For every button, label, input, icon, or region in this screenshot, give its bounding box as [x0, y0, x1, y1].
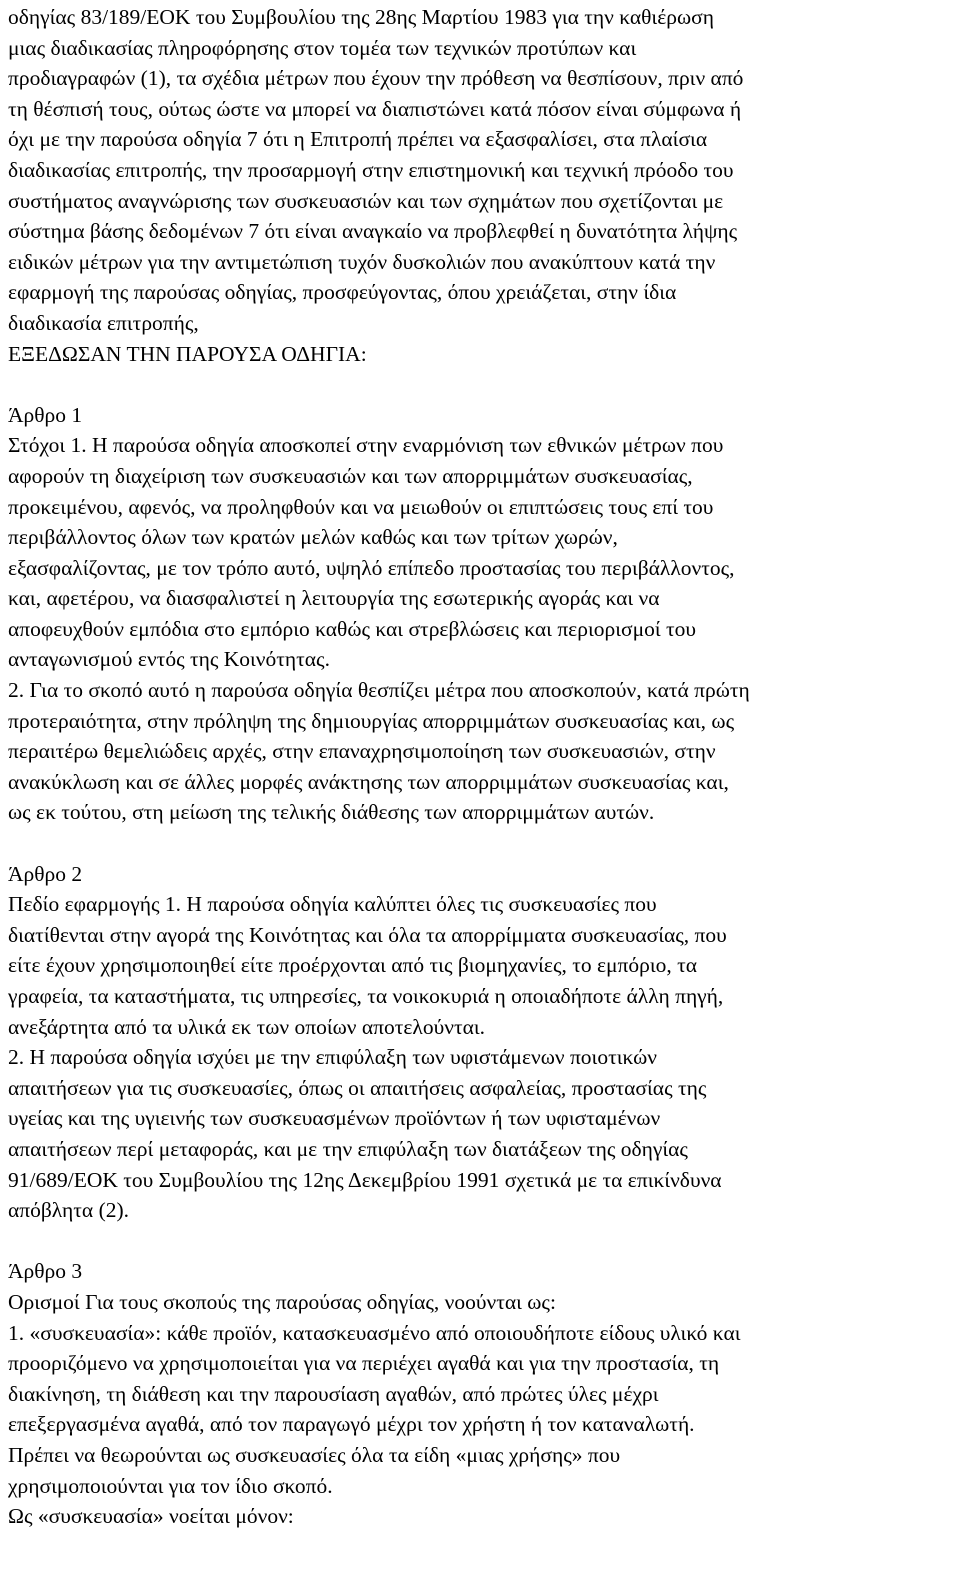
- text-line: ως εκ τούτου, στη μείωση της τελικής διάθεσης των απορριμμάτων αυτών.: [8, 800, 655, 825]
- article-heading: Άρθρο 3: [8, 1259, 83, 1284]
- text-line: απαιτήσεων για τις συσκευασίες, όπως οι απαιτήσεις ασφαλείας, προστασίας της: [8, 1075, 707, 1100]
- text-line: Πεδίο εφαρμογής 1. Η παρούσα οδηγία καλύπτει όλες τις συσκευασίες που: [8, 892, 657, 917]
- article-heading: Άρθρο 2: [8, 861, 83, 886]
- text-line: απαιτήσεων περί μεταφοράς, και με την επιφύλαξη των διατάξεων της οδηγίας: [8, 1136, 688, 1161]
- text-line: περαιτέρω θεμελιώδεις αρχές, στην επαναχρησιμοποίηση των συσκευασιών, στην: [8, 739, 716, 764]
- text-line: συστήματος αναγνώρισης των συσκευασιών και των σχημάτων που σχετίζονται με: [8, 188, 724, 213]
- text-line: υγείας και της υγιεινής των συσκευασμένων προϊόντων ή των υφισταμένων: [8, 1106, 661, 1131]
- paragraph-gap: [8, 1226, 950, 1257]
- text-line: επεξεργασμένα αγαθά, από τον παραγωγό μέχρι τον χρήστη ή τον καταναλωτή.: [8, 1412, 695, 1437]
- text-line: Ως «συσκευασία» νοείται μόνον:: [8, 1504, 294, 1529]
- text-line: διατίθενται στην αγορά της Κοινότητας και όλα τα απορρίμματα συσκευασίας, που: [8, 922, 727, 947]
- text-line: 2. Για το σκοπό αυτό η παρούσα οδηγία θεσπίζει μέτρα που αποσκοπούν, κατά πρώτη: [8, 678, 750, 703]
- text-line: αφορούν τη διαχείριση των συσκευασιών και των απορριμμάτων συσκευασίας,: [8, 463, 693, 488]
- text-line: γραφεία, τα καταστήματα, τις υπηρεσίες, τα νοικοκυριά η οποιαδήποτε άλλη πηγή,: [8, 984, 724, 1008]
- paragraph-gap: [8, 369, 950, 400]
- text-line: διαδικασίας επιτροπής, την προσαρμογή στην επιστημονική και τεχνική πρόοδο του: [8, 157, 734, 182]
- text-line: απόβλητα (2).: [8, 1198, 130, 1223]
- text-line: είτε έχουν χρησιμοποιηθεί είτε προέρχονται από τις βιομηχανίες, το εμπόριο, τα: [8, 953, 698, 978]
- text-line: όχι με την παρούσα οδηγία 7 ότι η Επιτροπή πρέπει να εξασφαλίσει, στα πλαίσια: [8, 127, 708, 152]
- text-line: διαδικασία επιτροπής,: [8, 310, 199, 335]
- enactment-formula: ΕΞΕΔΩΣΑΝ ΤΗΝ ΠΑΡΟΥΣΑ ΟΔΗΓΙΑ:: [8, 341, 367, 366]
- text-line: προτεραιότητα, στην πρόληψη της δημιουργίας απορριμμάτων συσκευασίας και, ως: [8, 708, 735, 733]
- text-line: αποφευχθούν εμπόδια στο εμπόριο καθώς και στρεβλώσεις και περιορισμοί του: [8, 616, 697, 641]
- text-line: Ορισμοί Για τους σκοπούς της παρούσας οδηγίας, νοούνται ως:: [8, 1289, 556, 1314]
- text-line: εφαρμογή της παρούσας οδηγίας, προσφεύγοντας, όπου χρειάζεται, στην ίδια: [8, 280, 677, 305]
- text-line: Στόχοι 1. Η παρούσα οδηγία αποσκοπεί στην εναρμόνιση των εθνικών μέτρων που: [8, 433, 724, 458]
- preamble: [8, 2, 950, 369]
- paragraph-gap: [8, 828, 950, 859]
- article-2: [8, 859, 950, 1226]
- text-line: μιας διαδικασίας πληροφόρησης στον τομέα των τεχνικών προτύπων και: [8, 35, 637, 60]
- text-line: Πρέπει να θεωρούνται ως συσκευασίες όλα τα είδη «μιας χρήσης» που: [8, 1442, 621, 1467]
- text-line: εξασφαλίζοντας, με τον τρόπο αυτό, υψηλό επίπεδο προστασίας του περιβάλλοντος,: [8, 555, 735, 580]
- text-line: ειδικών μέτρων για την αντιμετώπιση τυχόν δυσκολιών που ανακύπτουν κατά την: [8, 249, 716, 274]
- text-line: και, αφετέρου, να διασφαλιστεί η λειτουργία της εσωτερικής αγοράς και να: [8, 586, 660, 611]
- text-line: ανταγωνισμού εντός της Κοινότητας.: [8, 647, 330, 672]
- text-line: χρησιμοποιούνται για τον ίδιο σκοπό.: [8, 1473, 333, 1498]
- text-line: 91/689/ΕΟΚ του Συμβουλίου της 12ης Δεκεμβρίου 1991 σχετικά με τα επικίνδυνα: [8, 1167, 722, 1192]
- text-line: περιβάλλοντος όλων των κρατών μελών καθώς και των τρίτων χωρών,: [8, 525, 618, 550]
- text-line: προδιαγραφών (1), τα σχέδια μέτρων που έχουν την πρόθεση να θεσπίσουν, πριν από: [8, 66, 744, 91]
- text-line: 1. «συσκευασία»: κάθε προϊόν, κατασκευασμένο από οποιουδήποτε είδους υλικό και: [8, 1320, 741, 1345]
- article-3: [8, 1256, 950, 1531]
- text-line: τη θέσπισή τους, ούτως ώστε να μπορεί να διαπιστώνει κατά πόσον είναι σύμφωνα ή: [8, 96, 742, 121]
- article-1: [8, 400, 950, 828]
- text-line: προοριζόμενο να χρησιμοποιείται για να περιέχει αγαθά και για την προστασία, τη: [8, 1351, 720, 1376]
- text-line: προκειμένου, αφενός, να προληφθούν και να μειωθούν οι επιπτώσεις τους επί του: [8, 494, 714, 519]
- text-line: 2. Η παρούσα οδηγία ισχύει με την επιφύλαξη των υφιστάμενων ποιοτικών: [8, 1045, 658, 1070]
- text-line: ανακύκλωση και σε άλλες μορφές ανάκτησης των απορριμμάτων συσκευασίας και,: [8, 769, 729, 794]
- text-line: σύστημα βάσης δεδομένων 7 ότι είναι αναγκαίο να προβλεφθεί η δυνατότητα λήψης: [8, 219, 738, 244]
- text-line: διακίνηση, τη διάθεση και την παρουσίαση αγαθών, από πρώτες ύλες μέχρι: [8, 1381, 659, 1406]
- text-line: οδηγίας 83/189/ΕΟΚ του Συμβουλίου της 28ης Μαρτίου 1983 για την καθιέρωση: [8, 5, 714, 29]
- text-line: ανεξάρτητα από τα υλικά εκ των οποίων αποτελούνται.: [8, 1014, 486, 1039]
- article-heading: Άρθρο 1: [8, 402, 83, 427]
